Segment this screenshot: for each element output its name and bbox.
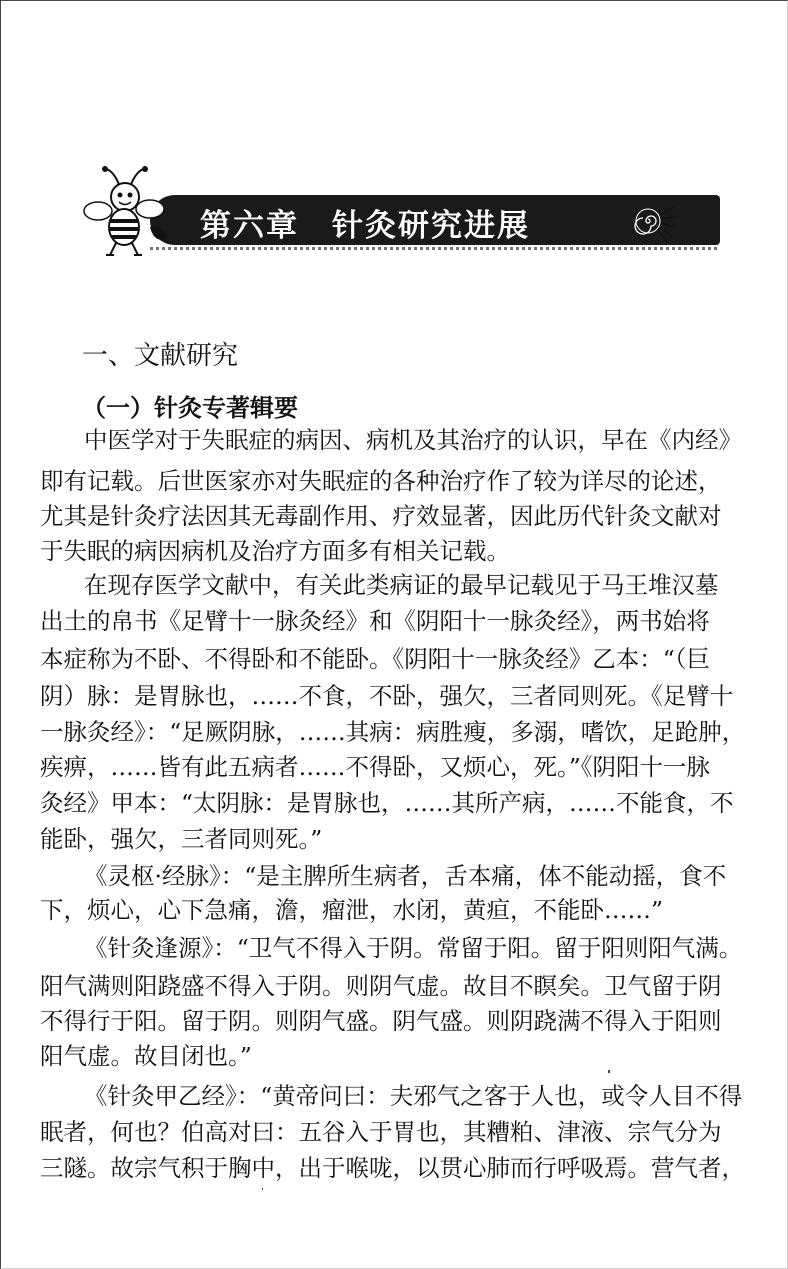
- body-line: 灸经》甲本：“太阴脉：是胃脉也，……其所产病，……不能食，不: [40, 789, 734, 817]
- chapter-banner: [80, 165, 680, 257]
- body-line: 疾痹，……皆有此五病者……不得卧，又烦心，死。”《阴阳十一脉: [40, 753, 711, 781]
- section-heading: 一、文献研究: [82, 341, 239, 371]
- body-line: 三隧。故宗气积于胸中，出于喉咙，以贯心肺而行呼吸焉。营气者，: [40, 1154, 745, 1182]
- bee-mascot-icon: [80, 165, 170, 257]
- body-line: 不得行于阳。留于阴。则阴气盛。阴气盛。则阴跷满不得入于阳则: [40, 1007, 722, 1035]
- body-line: 出土的帛书《足臂十一脉灸经》和《阴阳十一脉灸经》，两书始将: [40, 607, 710, 635]
- chapter-title: 第六章 针灸研究进展: [200, 208, 530, 244]
- body-line: 《针灸逢源》：“卫气不得入于阴。常留于阳。留于阳则阳气满。: [84, 934, 743, 962]
- body-line: 《针灸甲乙经》：“黄帝问曰：夫邪气之客于人也，或令人目不得: [84, 1082, 743, 1110]
- subsection-heading: （一）针灸专著辑要: [82, 393, 298, 422]
- body-line: 阳气虚。故目闭也。”: [40, 1042, 252, 1070]
- body-line: 下，烦心，心下急痛，澹，瘤泄，水闭，黄疸，不能卧……”: [40, 896, 664, 924]
- body-line: 在现存医学文献中，有关此类病证的最早记载见于马王堆汉墓: [84, 571, 719, 599]
- spiral-ornament-icon: [628, 197, 676, 245]
- body-line: 眠者，何也？伯高对曰：五谷入于胃也，其糟粕、津液、宗气分为: [40, 1118, 722, 1146]
- body-line: 阴）脉：是胃脉也，……不食，不卧，强欠，三者同则死。《足臂十: [40, 682, 734, 710]
- body-line: 中医学对于失眠症的病因、病机及其治疗的认识，早在《内经》: [84, 426, 742, 454]
- body-line: 于失眠的病因病机及治疗方面多有相关记载。: [40, 537, 510, 565]
- body-line: 能卧，强欠，三者同则死。”: [40, 825, 323, 853]
- body-line: 尤其是针灸疗法因其无毒副作用、疗效显著，因此历代针灸文献对: [40, 502, 722, 530]
- body-line: 《灵枢·经脉》：“是主脾所生病者，舌本痛，体不能动摇，食不: [84, 862, 727, 890]
- body-line: 一脉灸经》：“足厥阴脉，……其病：病胜瘦，多溺，嗜饮，足跄肿，: [40, 718, 746, 746]
- body-line: 本症称为不卧、不得卧和不能卧。《阴阳十一脉灸经》乙本：“（巨: [40, 645, 711, 673]
- body-line: 阳气满则阳跷盛不得入于阴。则阴气虚。故目不瞑矣。卫气留于阴: [40, 972, 722, 1000]
- body-line: 即有记载。后世医家亦对失眠症的各种治疗作了较为详尽的论述，: [40, 467, 722, 495]
